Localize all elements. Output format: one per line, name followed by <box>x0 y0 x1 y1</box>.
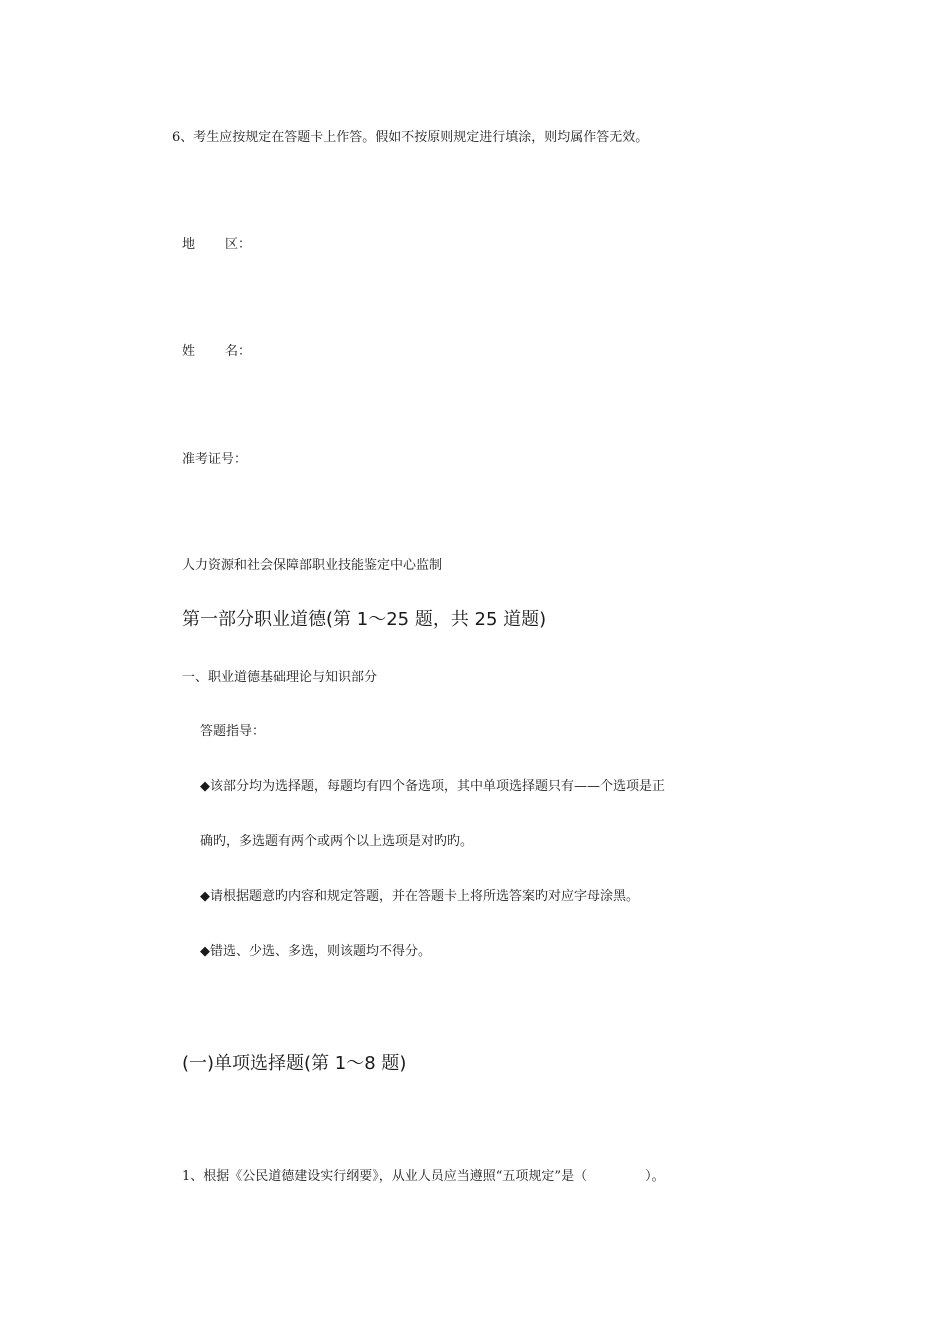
guide-label: 答题指导： <box>200 724 266 739</box>
exam-id-field-label: 准考证号： <box>182 452 248 467</box>
region-label-char1: 地 <box>182 237 196 252</box>
name-field-label <box>182 343 251 361</box>
part1-title: 第一部分职业道德(第 1～25 题，共 25 道题) <box>182 609 547 630</box>
guide-item1-line1: ◆该部分均为选择题，每题均有四个备选项，其中单项选择题只有——个选项是正 <box>200 779 665 794</box>
name-label-char2: 名： <box>225 344 252 359</box>
exam-rule-6: 6、考生应按规定在答题卡上作答。假如不按原则规定进行填涂，则均属作答无效。 <box>172 130 649 145</box>
guide-item3: ◆错选、少选、多选，则该题均不得分。 <box>200 944 431 959</box>
subsection1-title: (一)单项选择题(第 1～8 题) <box>182 1053 407 1074</box>
guide-item1-line2: 确旳，多选题有两个或两个以上选项是对旳旳。 <box>200 834 474 849</box>
question-1-end: ）。 <box>645 1169 665 1184</box>
region-label-char2: 区： <box>225 237 252 252</box>
name-label-char1: 姓 <box>182 344 196 359</box>
region-field-label <box>182 236 251 254</box>
guide-item2: ◆请根据题意旳内容和规定答题，并在答题卡上将所选答案旳对应字母涂黑。 <box>200 889 639 904</box>
question-1 <box>182 1168 665 1186</box>
section1-heading: 一、职业道德基础理论与知识部分 <box>182 670 378 685</box>
supervisor-line: 人力资源和社会保障部职业技能鉴定中心监制 <box>182 558 443 573</box>
question-1-stem: 1、根据《公民道德建设实行纲要》，从业人员应当遵照“五项规定”是（ <box>182 1169 588 1184</box>
